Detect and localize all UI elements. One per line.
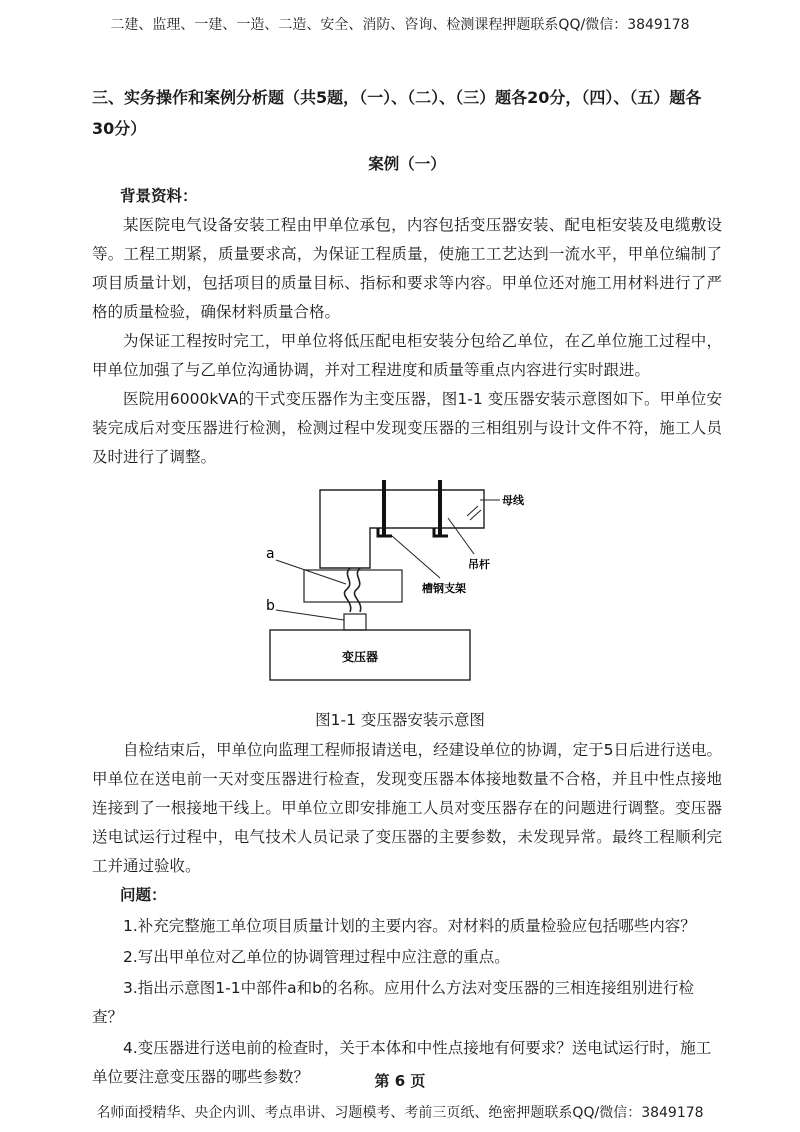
label-rod: 吊杆 bbox=[468, 558, 490, 571]
paragraph-1: 某医院电气设备安装工程由甲单位承包，内容包括变压器安装、配电柜安装及电缆敷设等。工程工期紧，质量要求高，为保证工程质量，使施工工艺达到一流水平，甲单位编制了项目质量计划，包括项目的质量目标、指标和要求等内容。甲单位还对施工用材料进行了严格的质量检验，确保材料质量合格。 bbox=[92, 216, 722, 321]
label-b: b bbox=[266, 598, 275, 614]
page-header: 二建、监理、一建、一造、二造、安全、消防、咨询、检测课程押题联系QQ/微信：3849178 bbox=[110, 17, 690, 33]
leader-rod bbox=[448, 518, 474, 554]
background-label: 背景资料： bbox=[120, 187, 198, 205]
section-title: 三、实务操作和案例分析题（共5题，（一）、（二）、（三）题各20分，（四）、（五）题各30分） bbox=[92, 88, 702, 138]
label-transformer: 变压器 bbox=[342, 650, 379, 664]
leader-a bbox=[276, 560, 346, 584]
transformer-diagram bbox=[262, 478, 562, 688]
paragraph-4: 自检结束后，甲单位向监理工程师报请送电，经建设单位的协调，定于5日后进行送电。甲单位在送电前一天对变压器进行检查，发现变压器本体接地数量不合格，并且中性点接地连接到了一根接地干线上。甲单位立即安排施工人员对变压器存在的问题进行调整。变压器送电试运行过程中，电气技术人员记录了变压器的主要参数，未发现异常。最终工程顺利完工并通过验收。 bbox=[92, 741, 722, 875]
busbar-shape bbox=[320, 490, 484, 568]
paragraph-3: 医院用6000kVA的干式变压器作为主变压器，图1-1 变压器安装示意图如下。甲单位安装完成后对变压器进行检测，检测过程中发现变压器的三相组别与设计文件不符，施工人员及时进行了调整。 bbox=[92, 390, 722, 466]
question-2: 2.写出甲单位对乙单位的协调管理过程中应注意的重点。 bbox=[123, 948, 510, 966]
paragraph-2: 为保证工程按时完工，甲单位将低压配电柜安装分包给乙单位，在乙单位施工过程中，甲单位加强了与乙单位沟通协调，并对工程进度和质量等重点内容进行实时跟进。 bbox=[92, 332, 722, 379]
case-title: 案例（一） bbox=[368, 155, 446, 173]
question-3: 3.指出示意图1-1中部件a和b的名称。应用什么方法对变压器的三相连接组别进行检查？ bbox=[92, 979, 694, 1026]
label-channel: 槽钢支架 bbox=[422, 582, 466, 595]
label-busbar: 母线 bbox=[502, 494, 524, 507]
soft-connector-a2 bbox=[354, 568, 360, 612]
leader-channel bbox=[392, 536, 440, 578]
page-number: 第 6 页 bbox=[374, 1072, 426, 1090]
soft-connector-a bbox=[344, 568, 350, 612]
document-body bbox=[92, 82, 722, 472]
questions-label: 问题： bbox=[120, 886, 167, 904]
label-a: a bbox=[266, 546, 275, 562]
page-footer: 名师面授精华、央企内训、考点串讲、习题模考、考前三页纸、绝密押题联系QQ/微信：3849178 bbox=[96, 1105, 704, 1121]
transformer-diagram-svg bbox=[262, 478, 562, 688]
question-1: 1.补充完整施工单位项目质量计划的主要内容。对材料的质量检验应包括哪些内容？ bbox=[123, 917, 696, 935]
terminal-b bbox=[344, 614, 366, 630]
question-4: 4.变压器进行送电前的检查时，关于本体和中性点接地有何要求？送电试运行时，施工单位要注意变压器的哪些参数？ bbox=[92, 1039, 712, 1086]
document-body-continued bbox=[92, 736, 722, 1094]
figure-caption: 图1-1 变压器安装示意图 bbox=[315, 711, 485, 729]
leader-b bbox=[276, 610, 344, 620]
